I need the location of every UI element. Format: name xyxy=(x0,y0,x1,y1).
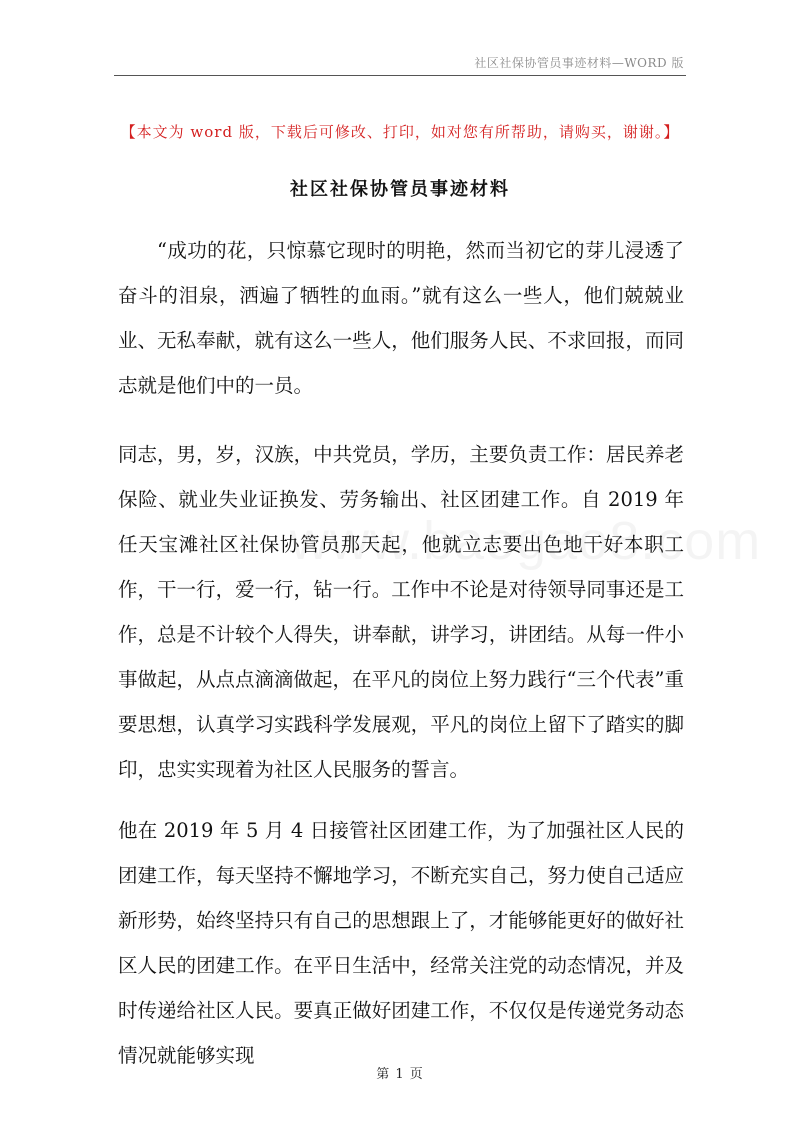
paragraph-intro: “成功的花，只惊慕它现时的明艳，然而当初它的芽儿浸透了奋斗的泪泉，洒遍了牺牲的血雨。”就有这么一些人，他们兢兢业业、无私奉献，就有这么一些人，他们服务人民、不求回报，而同志就是他们中的一员。 xyxy=(118,239,684,397)
page-number: 第 1 页 xyxy=(376,1067,424,1082)
page-title: 社区社保协管员事迹材料 xyxy=(290,179,510,200)
header-divider xyxy=(114,75,686,76)
purchase-notice: 【本文为 word 版，下载后可修改、打印，如对您有所帮助，请购买，谢谢。】 xyxy=(120,123,680,141)
running-header: 社区社保协管员事迹材料—WORD 版 xyxy=(474,56,684,70)
paragraph-work: 他在 2019 年 5 月 4 日接管社区团建工作，为了加强社区人民的团建工作，每天坚持不懈地学习，不断充实自己，努力使自己适应新形势，始终坚持只有自己的思想跟上了，才能够能更好的做好社区人民的团建工作。在平日生活中，经常关注党的动态情况，并及时传递给社区人民。要真正做好团建工作，不仅仅是传递党务动态情况就能够实现 xyxy=(118,819,684,1067)
paragraph-profile: 同志，男，岁，汉族，中共党员，学历，主要负责工作：居民养老保险、就业失业证换发、劳务输出、社区团建工作。自 2019 年任天宝滩社区社保协管员那天起，他就立志要出色地干好本职工作，干一行，爱一行，钻一行。工作中不论是对待领导同事还是工作，总是不计较个人得失，讲奉献，讲学习，讲团结。从每一件小事做起，从点点滴滴做起，在平凡的岗位上努力践行“三个代表”重要思想，认真学习实践科学发展观，平凡的岗位上留下了踏实的脚印，忠实实现着为社区人民服务的誓言。 xyxy=(118,443,684,781)
